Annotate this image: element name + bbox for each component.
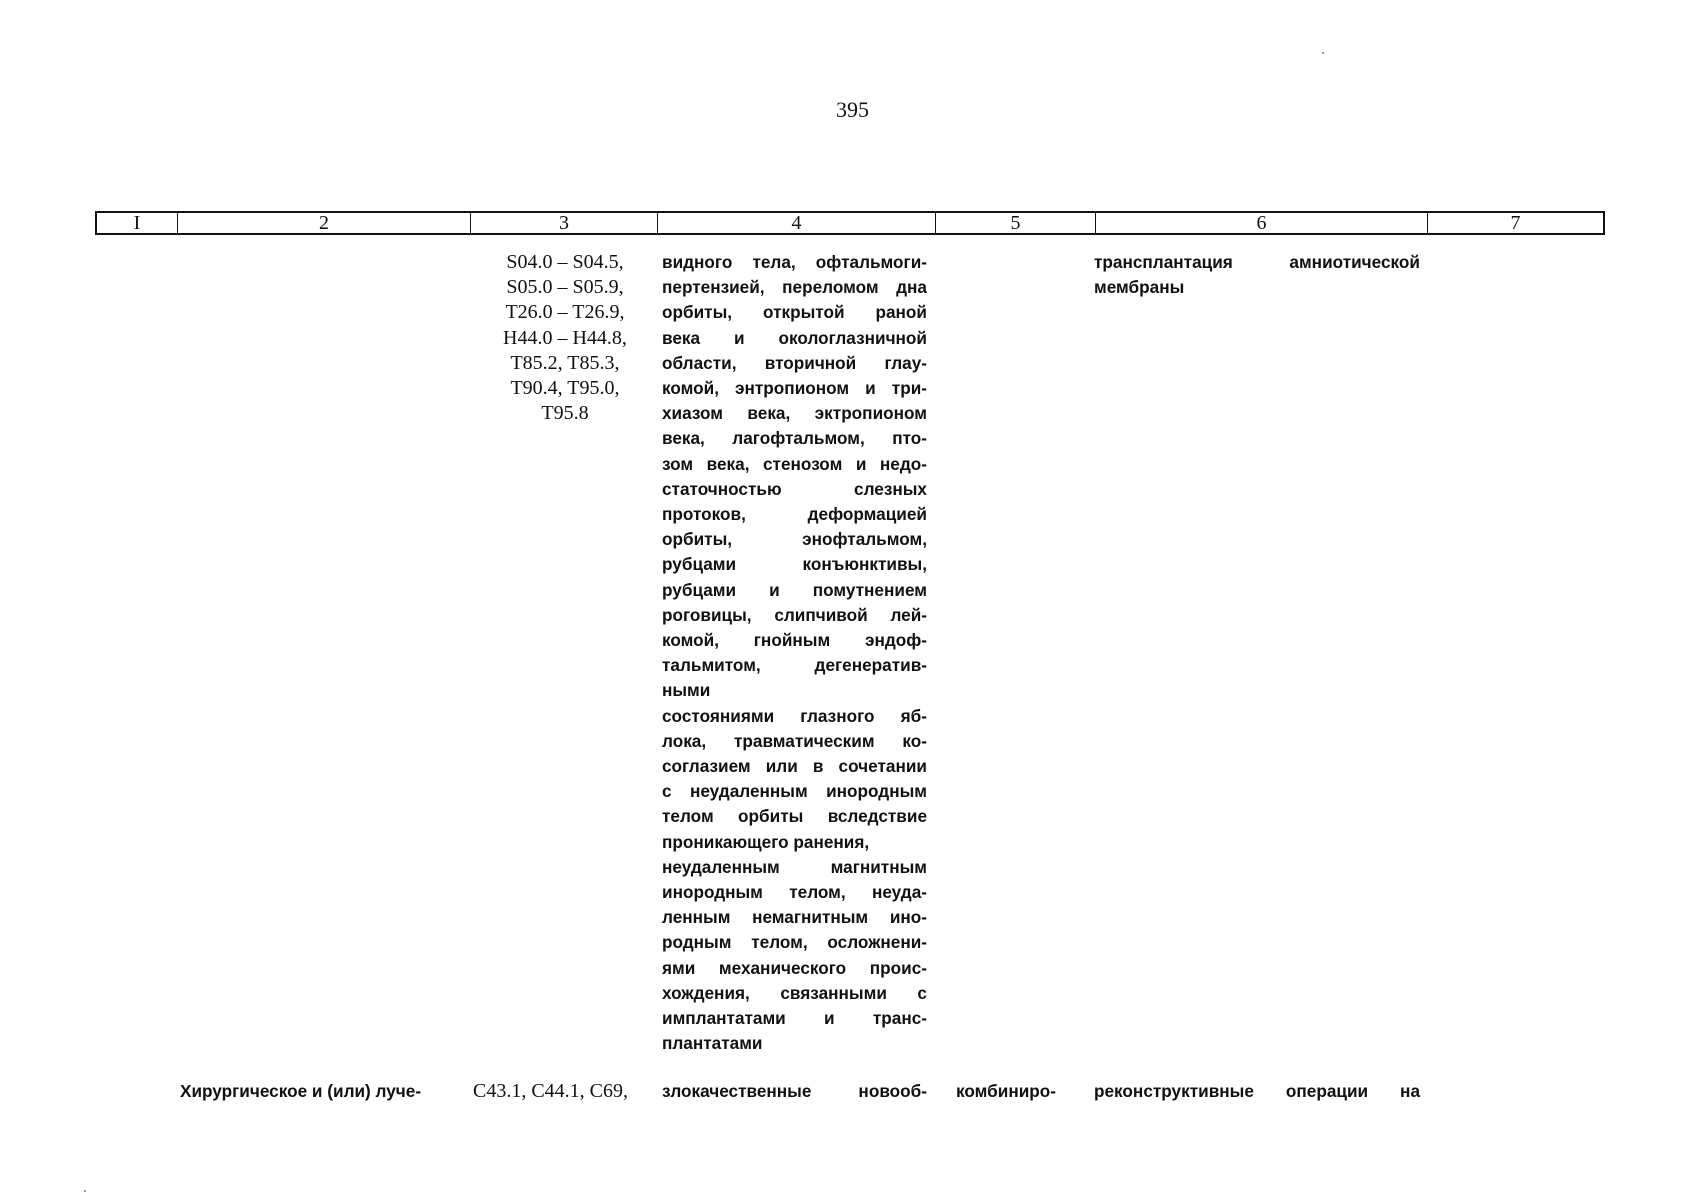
description-line: века и окологлазничной — [662, 327, 927, 348]
description-line: рубцами и помутнением — [662, 579, 927, 600]
header-col-6: 6 — [1096, 213, 1428, 233]
description-line: лока, травматическим ко- — [662, 730, 927, 751]
description-line: неудаленным магнитным — [662, 856, 927, 877]
code-line: T85.2, T85.3, — [510, 351, 620, 374]
description-line: имплантатами и транс- — [662, 1008, 927, 1029]
row2-col6-text: реконструктивные операции на — [1094, 1081, 1420, 1101]
column-number-header — [95, 211, 1605, 235]
description-line: хождения, связанными с — [662, 982, 927, 1003]
header-col-7: 7 — [1510, 212, 1521, 234]
code-line: T26.0 – T26.9, — [505, 301, 625, 324]
code-line: T95.8 — [541, 402, 589, 425]
scan-speck — [84, 1190, 86, 1192]
code-line: S04.0 – S04.5, — [506, 251, 624, 273]
description-line: ными — [662, 680, 711, 701]
description-line: с неудаленным инородным — [662, 781, 927, 802]
description-line: ями механического проис- — [662, 957, 927, 978]
description-line: пертензией, переломом дна — [662, 277, 927, 298]
code-line: S05.0 – S05.9, — [506, 276, 624, 299]
header-col-2: 2 — [178, 213, 471, 233]
description-line: роговицы, слипчивой лей- — [662, 604, 927, 625]
header-col-4: 4 — [658, 213, 936, 233]
description-line: орбиты, энофтальмом, — [662, 529, 927, 550]
description-line: проникающего ранения, — [662, 831, 870, 852]
treatment-line: мембраны — [1094, 277, 1185, 298]
header-col-3: 3 — [471, 213, 658, 233]
description-line: орбиты, открытой раной — [662, 302, 927, 323]
description-line: рубцами конъюнктивы, — [662, 554, 927, 575]
code-line: H44.0 – H44.8, — [503, 326, 627, 349]
diagnosis-description — [662, 250, 927, 1057]
code-line: T90.4, T95.0, — [510, 377, 620, 400]
description-line: протоков, деформацией — [662, 504, 927, 525]
description-line: ленным немагнитным ино- — [662, 907, 927, 928]
description-line: состояниями глазного яб- — [662, 705, 927, 726]
row2-col5-text: комбиниро- — [956, 1081, 1056, 1101]
diagnosis-codes — [490, 250, 640, 426]
row2-col2-text: Хирургическое и (или) луче- — [180, 1081, 422, 1101]
description-line: зом века, стенозом и недо- — [662, 453, 927, 474]
scan-speck — [1322, 52, 1324, 54]
description-line: телом орбиты вследствие — [662, 806, 927, 827]
description-line: статочностью слезных — [662, 478, 927, 499]
description-line: тальмитом, дегенератив- — [662, 655, 927, 676]
header-col-1: I — [97, 213, 178, 233]
description-line: области, вторичной глау- — [662, 352, 927, 373]
row2-col4-text: злокачественные новооб- — [662, 1081, 927, 1101]
description-line: соглазием или в сочетании — [662, 756, 927, 777]
description-line: видного тела, офтальмоги- — [662, 252, 927, 272]
description-line: века, лагофтальмом, пто- — [662, 428, 927, 449]
treatment-line: трансплантация амниотической — [1094, 252, 1420, 272]
description-line: комой, гнойным эндоф- — [662, 630, 927, 651]
page-number: 395 — [836, 97, 869, 122]
description-line: комой, энтропионом и три- — [662, 378, 927, 399]
header-col-5: 5 — [936, 213, 1096, 233]
treatment-method — [1094, 250, 1420, 300]
description-line: родным телом, осложнени- — [662, 932, 927, 953]
description-line: хиазом века, эктропионом — [662, 403, 927, 424]
description-line: плантатами — [662, 1033, 763, 1054]
row2-col3-codes: C43.1, C44.1, C69, — [473, 1080, 629, 1102]
description-line: инородным телом, неуда- — [662, 882, 927, 903]
